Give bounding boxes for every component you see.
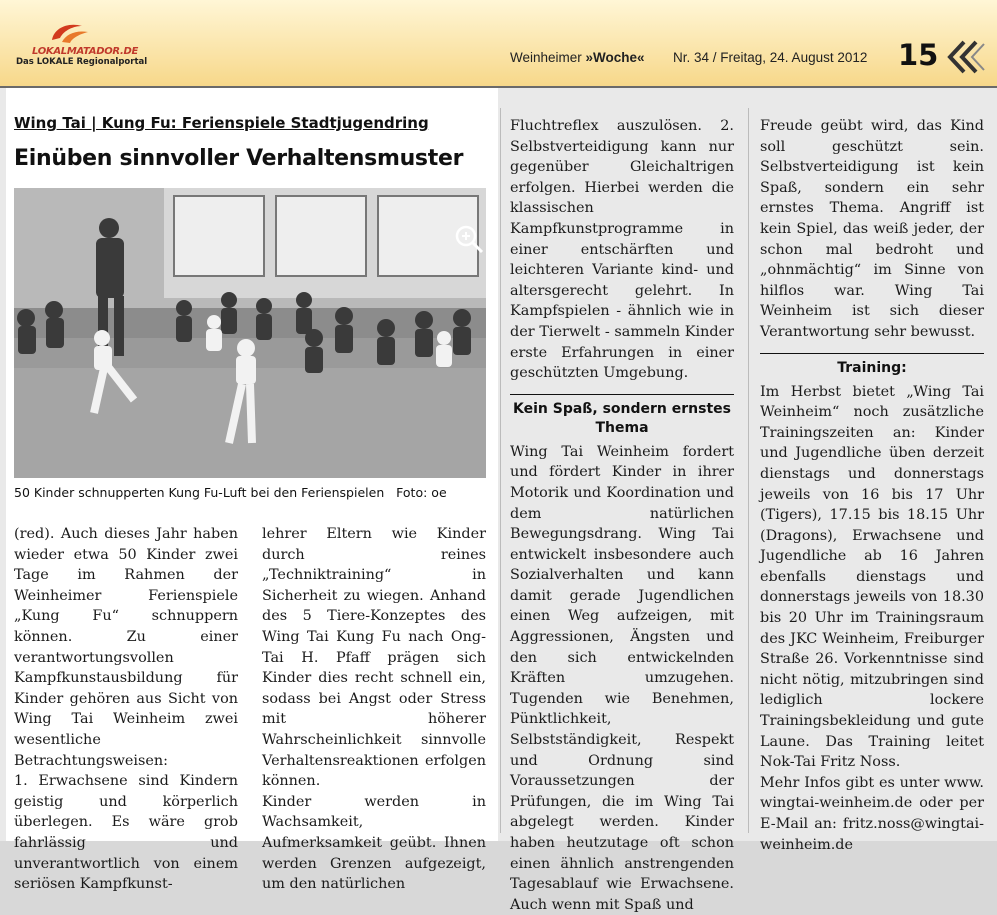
section-subheading: Training: — [760, 353, 984, 378]
paragraph: lehrer Eltern wie Kinder durch reines „Techniktraining“ in Sicherheit zu wiegen. Anhand des 5 Tiere-Konzeptes des Wing Tai Kung Fu nach Ong-Tai H. Pfaff prägen sich Kinder dies recht schnell ein, sodass bei Angst oder Stress mit höherer Wahrscheinlichkeit sinnvolle Verhaltensreaktionen erfolgen können. — [262, 526, 486, 790]
section-subheading: Kein Spaß, sondern ernstes Thema — [510, 394, 734, 438]
article-column-2 — [262, 524, 486, 895]
article-photo[interactable] — [14, 188, 486, 478]
article-kicker: Wing Tai | Kung Fu: Ferienspiele Stadtjugendring — [14, 114, 429, 132]
article-page — [0, 88, 997, 913]
paragraph: Wing Tai Weinheim fordert und fördert Kinder in ihrer Motorik und Koordination und dem natürlichen Bewegungsdrang. Wing Tai entwickelt insbesondere auch Sozialverhalten und kann damit gerade Jugendlichen einen Weg aufzeigen, mit Aggressionen, Ängsten und den sich entwickelnden Kräften umzugehen. Tugenden wie Benehmen, Pünktlichkeit, Selbstständigkeit, Respekt und Ordnung sind Voraussetzungen der Prüfungen, die im Wing Tai abgelegt werden. Kinder haben heutzutage oft schon einen ähnlich anstrengenden Tagesablauf wie Erwachsene. Auch wenn mit Spaß und — [510, 443, 734, 913]
paragraph: Fluchtreflex auszulösen. 2. Selbstverteidigung kann nur gegenüber Gleichaltrigen erfolgen. Hierbei werden die klassischen Kampfkunstprogramme in einer entschärften und leichteren Variante kind- und altersgerecht gelehrt. In Kampfspielen - ähnlich wie in der Tierwelt - sammeln Kinder erste Erfahrungen in einer geschützten Umgebung. — [510, 118, 734, 382]
publication-title — [510, 50, 645, 65]
paragraph: Im Herbst bietet „Wing Tai Weinheim“ noch zusätzliche Trainingszeiten an: Kinder und Jugendliche üben derzeit dienstags und donnerstags jeweils von 16 bis 17 Uhr (Tigers), 17.15 bis 18.15 Uhr (Dragons), Erwachsene und Jugendliche ab 16 Jahren ebenfalls dienstags und donnerstags jeweils von 18.30 bis 20 Uhr im Trainingsraum des JKC Weinheim, Freiburger Straße 26. Vorkenntnisse sind nicht nötig, mitzubringen sind lediglich lockere Trainingsbekleidung und gute Laune. Das Training leitet Nok-Tai Fritz Noss. — [760, 383, 984, 771]
issue-date: Nr. 34 / Freitag, 24. August 2012 — [673, 50, 868, 65]
photo-caption: 50 Kinder schnupperten Kung Fu-Luft bei den Ferienspielen Foto: oe — [14, 485, 447, 500]
article-column-4 — [760, 116, 984, 855]
paragraph: Kinder werden in Wachsamkeit, Aufmerksamkeit geübt. Ihnen werden Grenzen aufgezeigt, um den natürlichen — [262, 793, 486, 893]
column-divider — [748, 108, 749, 833]
logo-tagline: Das LOKALE Regionalportal — [16, 57, 148, 67]
column-divider — [500, 108, 501, 833]
page-header — [0, 0, 997, 88]
page-number: 15 — [898, 38, 939, 72]
photo-image — [14, 188, 486, 478]
lokalmatador-logo-icon — [48, 22, 92, 44]
publication-name: »Woche« — [585, 50, 645, 65]
article-headline: Einüben sinnvoller Verhaltensmuster — [14, 146, 464, 171]
paragraph: Mehr Infos gibt es unter www. wingtai-weinheim.de oder per E-Mail an: fritz.noss@wingtai-weinheim.de — [760, 774, 984, 853]
paragraph: 1. Erwachsene sind Kindern geistig und körperlich überlegen. Es wäre grob fahrlässig und unverantwortlich von einem seriösen Kampfkunst- — [14, 773, 238, 893]
lokalmatador-logo[interactable] — [12, 22, 162, 72]
logo-name: LOKALMATADOR.DE — [32, 46, 139, 57]
paragraph: (red). Auch dieses Jahr haben wieder etwa 50 Kinder zwei Tage im Rahmen der Weinheimer Ferienspiele „Kung Fu“ schnuppern können. Zu einer verantwortungsvollen Kampfkunstausbildung für Kinder gehören aus Sicht von Wing Tai Weinheim zwei wesentliche Betrachtungsweisen: — [14, 526, 238, 769]
article-column-3 — [510, 116, 734, 915]
double-chevron-left-icon[interactable] — [944, 40, 986, 74]
paragraph: Freude geübt wird, das Kind soll geschützt sein. Selbstverteidigung ist kein Spaß, sondern ein sehr ernstes Thema. Angriff ist kein Spiel, das weiß jeder, der schon mal bedroht und „ohnmächtig“ im Sinne von hilflos war. Wing Tai Weinheim ist sich dieser Verantwortung sehr bewusst. — [760, 118, 984, 340]
publication-prefix: Weinheimer — [510, 50, 586, 65]
article-column-1 — [14, 524, 238, 895]
